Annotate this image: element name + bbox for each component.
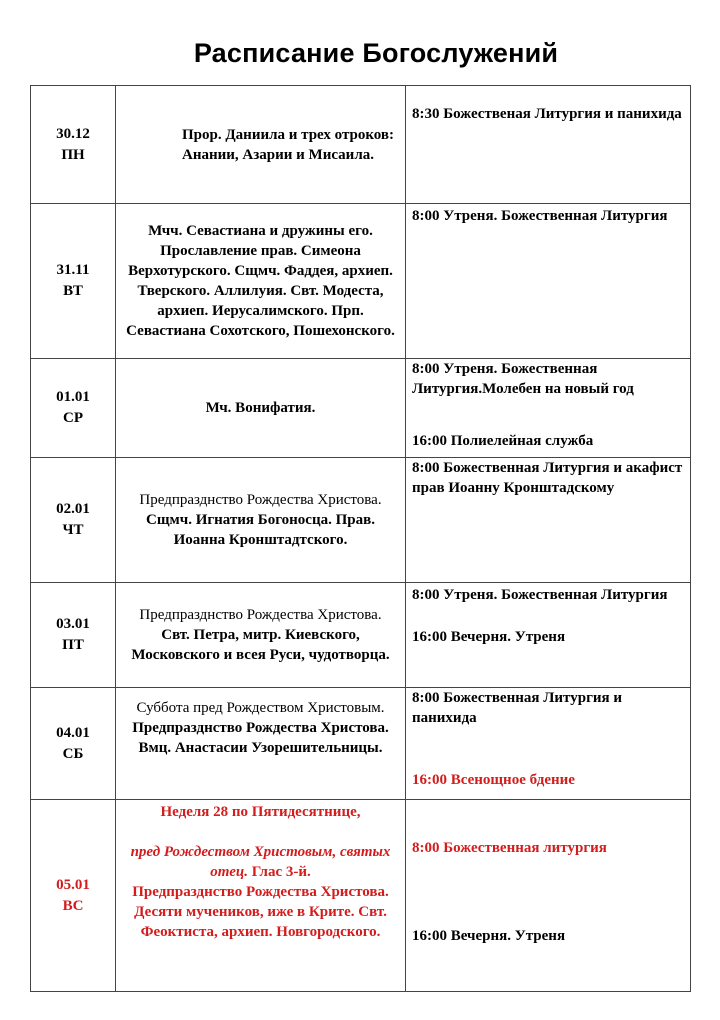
table-row: [31, 688, 691, 800]
date-cell: [31, 204, 116, 359]
saints-italic: пред Рождеством Христовым, святых отец.: [130, 844, 391, 880]
row-date: 01.01: [56, 389, 90, 405]
saints-cell: [116, 800, 406, 992]
saints-cell: [116, 583, 406, 688]
service-item: 8:00 Божественная Литургия и панихида: [412, 690, 623, 726]
row-weekday: ПТ: [62, 637, 84, 653]
saints-heading: Неделя 28 по Пятидесятнице,: [160, 804, 361, 820]
saints-text: Мчч. Севастиана и дружины его. Прославление прав. Симеона Верхотурского. Сщмч. Фаддея, архиеп. Тверского. Аллилуия. Свт. Модеста, архиеп. Иерусалимского. Прп. Севастиана Сохотского, Пошехонского.: [126, 223, 395, 339]
service-item-vigil: 16:00 Всенощное бдение: [412, 772, 575, 788]
service-item: 8:30 Божественая Литургия и панихида: [412, 106, 682, 122]
service-item: 8:00 Утреня. Божественная Литургия: [412, 208, 668, 224]
services-cell: [406, 359, 691, 458]
saints-text: Сщмч. Игнатия Богоносца. Прав. Иоанна Кронштадтского.: [146, 512, 375, 548]
service-item: 16:00 Вечерня. Утреня: [412, 629, 566, 645]
service-item: 8:00 Божественная литургия: [412, 840, 607, 856]
page-title: Расписание Богослужений: [193, 38, 559, 68]
saints-cell: [116, 688, 406, 800]
table-row: [31, 583, 691, 688]
services-cell: [406, 688, 691, 800]
service-item: 16:00 Полиелейная служба: [412, 433, 594, 449]
row-weekday: ВС: [62, 897, 84, 914]
saints-forefeast: Суббота пред Рождеством Христовым.: [136, 700, 385, 716]
saints-cell: [116, 458, 406, 583]
row-weekday: ВТ: [63, 283, 83, 299]
row-weekday: ЧТ: [62, 522, 84, 538]
date-cell: [31, 359, 116, 458]
saints-cell: [116, 359, 406, 458]
saints-cell: [116, 204, 406, 359]
table-row: [31, 458, 691, 583]
schedule-table: [30, 85, 691, 992]
services-cell: [406, 86, 691, 204]
date-cell: [31, 458, 116, 583]
row-date: 03.01: [56, 616, 90, 632]
service-item: 16:00 Вечерня. Утреня: [412, 928, 566, 944]
date-cell: [31, 86, 116, 204]
row-date: 30.12: [56, 125, 90, 142]
date-cell: [31, 688, 116, 800]
date-cell: [31, 583, 116, 688]
row-weekday: ПН: [61, 146, 85, 163]
services-cell: [406, 583, 691, 688]
row-date: 04.01: [56, 724, 90, 741]
saints-forefeast: Предпразднство Рождества Христова.: [139, 607, 382, 623]
saints-text: Прор. Даниила и трех отроков: Анании, Азарии и Мисаила.: [182, 126, 395, 163]
row-weekday: СР: [63, 410, 83, 426]
row-date: 02.01: [56, 501, 90, 517]
services-cell: [406, 204, 691, 359]
saints-text: Предпразднство Рождества Христова. Вмц. Анастасии Узорешительницы.: [132, 720, 389, 756]
table-row: [31, 86, 691, 204]
service-item: 8:00 Утреня. Божественная Литургия: [412, 587, 668, 603]
saints-text: Предпразднство Рождества Христова.: [132, 884, 389, 900]
table-row: [31, 800, 691, 992]
saints-tone: Глас 3-й.: [247, 864, 311, 880]
row-date: 31.11: [56, 262, 90, 278]
service-item: 8:00 Божественная Литургия и акафист прав Иоанну Кронштадскому: [412, 460, 683, 496]
table-row: [31, 204, 691, 359]
row-weekday: СБ: [62, 745, 84, 762]
table-row: [31, 359, 691, 458]
services-cell: [406, 800, 691, 992]
service-item: 8:00 Утреня. Божественная Литургия.Молебен на новый год: [412, 361, 634, 397]
services-cell: [406, 458, 691, 583]
saints-italic-line: [122, 842, 399, 882]
saints-text: Десяти мучеников, иже в Крите. Свт. Феоктиста, архиеп. Новгородского.: [134, 904, 387, 940]
saints-forefeast: Предпразднство Рождества Христова.: [139, 492, 382, 508]
date-cell: [31, 800, 116, 992]
saints-text: Мч. Вонифатия.: [205, 400, 316, 416]
row-date: 05.01: [56, 876, 90, 893]
saints-cell: [116, 86, 406, 204]
saints-text: Свт. Петра, митр. Киевского, Московского и всея Руси, чудотворца.: [131, 627, 390, 663]
